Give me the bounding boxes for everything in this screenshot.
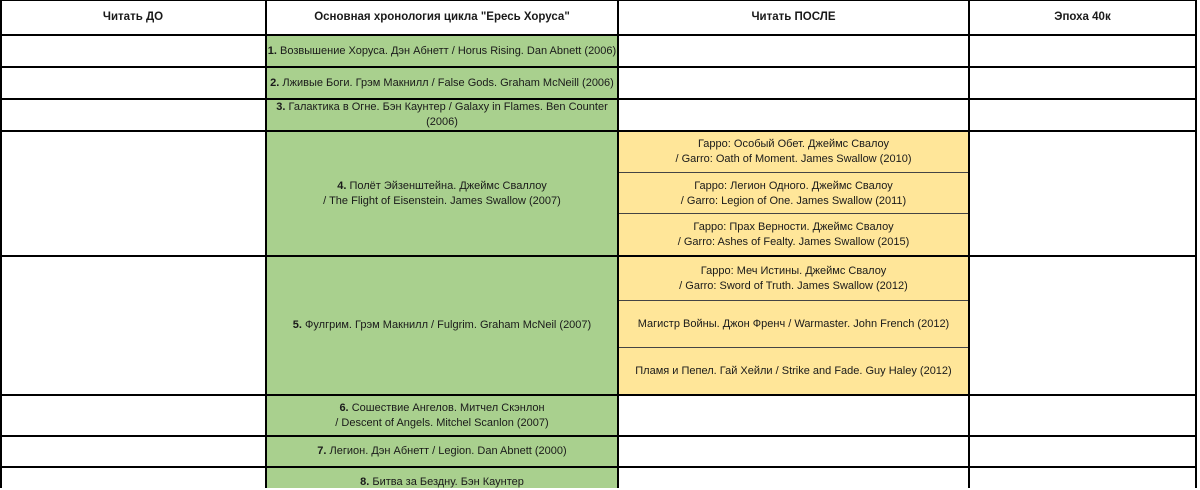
table-border <box>0 394 1197 396</box>
main-book-cell[interactable] <box>266 395 618 436</box>
book-number: 1. <box>267 44 277 57</box>
main-book-text <box>293 318 591 333</box>
main-book-cell[interactable] <box>266 67 618 99</box>
book-title: Легион. Дэн Абнетт / Legion. Dan Abnett (2000) <box>329 445 567 457</box>
header-read-after[interactable] <box>618 0 969 35</box>
book-number: 7. <box>317 445 327 457</box>
cell-border <box>619 172 968 173</box>
book-title: Лживые Боги. Грэм Макнилл / False Gods. Graham McNeill (2006) <box>282 76 614 89</box>
after-book-title-line2: / Garro: Ashes of Fealty. James Swallow (2015) <box>677 236 910 248</box>
after-book-cell[interactable] <box>618 131 969 173</box>
after-book-title: Магистр Войны. Джон Френч / Warmaster. John French (2012) <box>637 318 950 330</box>
header-read-after-label: Читать ПОСЛЕ <box>751 11 836 23</box>
book-title-line2: / The Flight of Eisenstein. James Swallow (2007) <box>323 194 561 207</box>
book-number: 3. <box>276 101 286 113</box>
after-book-title: Гарро: Легион Одного. Джеймс Свалоу <box>694 179 893 192</box>
header-read-before-label: Читать ДО <box>102 11 164 23</box>
after-book-cell[interactable] <box>618 348 969 395</box>
header-read-before[interactable] <box>0 0 266 35</box>
main-book-cell[interactable] <box>266 99 618 131</box>
table-border <box>0 435 1197 437</box>
book-number: 5. <box>292 319 302 331</box>
table-border <box>0 66 1197 68</box>
main-book-text <box>266 100 618 130</box>
main-book-text <box>317 444 566 459</box>
table-border <box>0 98 1197 100</box>
table-border <box>617 0 619 488</box>
table-border <box>0 466 1197 468</box>
header-main-chronology-label: Основная хронология цикла "Ересь Хоруса" <box>314 11 570 23</box>
main-book-text <box>268 44 616 59</box>
book-title: Возвышение Хоруса. Дэн Абнетт / Horus Rising. Dan Abnett (2006) <box>280 44 617 57</box>
main-book-cell[interactable] <box>266 131 618 256</box>
table-border <box>1195 0 1197 488</box>
table-border <box>0 255 1197 257</box>
after-book-title: Гарро: Прах Верности. Джеймс Свалоу <box>693 221 894 233</box>
main-book-cell[interactable] <box>266 467 618 488</box>
after-book-title-line2: / Garro: Legion of One. James Swallow (2011) <box>680 194 907 207</box>
book-number: 2. <box>270 76 280 89</box>
header-era-40k[interactable] <box>969 0 1196 35</box>
book-title: Полёт Эйзенштейна. Джеймс Сваллоу <box>349 179 547 192</box>
main-book-cell[interactable] <box>266 35 618 67</box>
book-title: Фулгрим. Грэм Макнилл / Fulgrim. Graham McNeil (2007) <box>305 319 592 331</box>
book-title: Галактика в Огне. Бэн Каунтер / Galaxy in Flames. Ben Counter (2006) <box>288 101 608 128</box>
after-book-cell[interactable] <box>618 301 969 348</box>
book-title-line2: / Descent of Angels. Mitchel Scanlon (2007) <box>335 416 549 429</box>
after-book-title-line2: / Garro: Sword of Truth. James Swallow (2012) <box>679 279 908 292</box>
table-border <box>968 0 970 488</box>
table-border <box>0 0 1197 1</box>
book-title: Битва за Бездну. Бэн Каунтер <box>372 476 524 488</box>
after-book-title: Гарро: Меч Истины. Джеймс Свалоу <box>700 264 887 277</box>
after-book-title-line2: / Garro: Oath of Moment. James Swallow (2010) <box>675 153 912 165</box>
table-border <box>0 34 1197 36</box>
cell-border <box>619 347 968 348</box>
main-book-cell[interactable] <box>266 436 618 467</box>
table-border <box>265 0 267 488</box>
header-era-40k-label: Эпоха 40к <box>1054 11 1111 23</box>
table-border <box>0 130 1197 132</box>
after-book-title: Пламя и Пепел. Гай Хейли / Strike and Fade. Guy Haley (2012) <box>635 365 952 377</box>
after-book-cell[interactable] <box>618 256 969 301</box>
book-number: 4. <box>337 179 347 192</box>
cell-border <box>619 213 968 214</box>
after-book-title: Гарро: Особый Обет. Джеймс Свалоу <box>697 138 890 150</box>
read-before-empty-cells[interactable] <box>0 35 266 488</box>
era-40k-empty-cells[interactable] <box>969 35 1196 488</box>
header-main-chronology[interactable] <box>266 0 618 35</box>
book-title: Сошествие Ангелов. Митчел Скэнлон <box>351 401 545 414</box>
after-book-cell[interactable] <box>618 214 969 256</box>
after-book-cell[interactable] <box>618 173 969 214</box>
book-number: 8. <box>360 476 370 488</box>
table-border <box>0 0 2 488</box>
cell-border <box>619 300 968 301</box>
main-book-text <box>339 401 544 416</box>
main-book-text <box>337 179 547 194</box>
main-book-cell[interactable] <box>266 256 618 395</box>
main-book-text <box>270 76 614 91</box>
book-number: 6. <box>339 401 349 414</box>
